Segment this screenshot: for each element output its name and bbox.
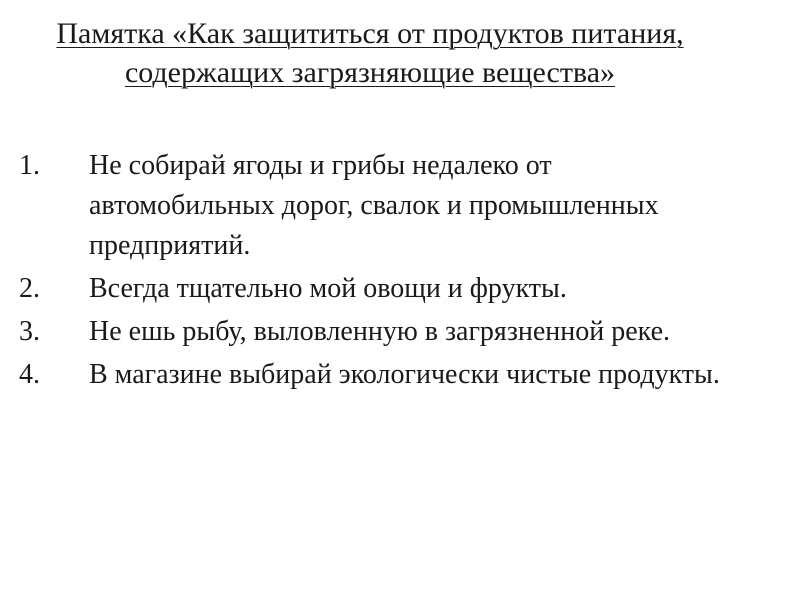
advice-list xyxy=(0,146,740,398)
list-item-text: Всегда тщательно мой овощи и фрукты. xyxy=(89,273,567,304)
list-item xyxy=(0,269,740,309)
list-item xyxy=(0,312,740,352)
list-item-text: Не собирай ягоды и грибы недалеко от автомобильных дорог, свалок и промышленных предприятий. xyxy=(89,150,659,261)
list-item-number: 2. xyxy=(19,273,40,304)
list-item-number: 1. xyxy=(19,150,40,181)
list-item-text: Не ешь рыбу, выловленную в загрязненной реке. xyxy=(89,316,670,347)
slide-title: Памятка «Как защититься от продуктов питания, содержащих загрязняющие вещества» xyxy=(56,17,684,89)
list-item-number: 3. xyxy=(19,316,40,347)
list-item xyxy=(0,146,740,266)
list-item-number: 4. xyxy=(19,359,40,390)
list-item-text: В магазине выбирай экологически чистые продукты. xyxy=(89,359,720,390)
list-item xyxy=(0,355,740,395)
